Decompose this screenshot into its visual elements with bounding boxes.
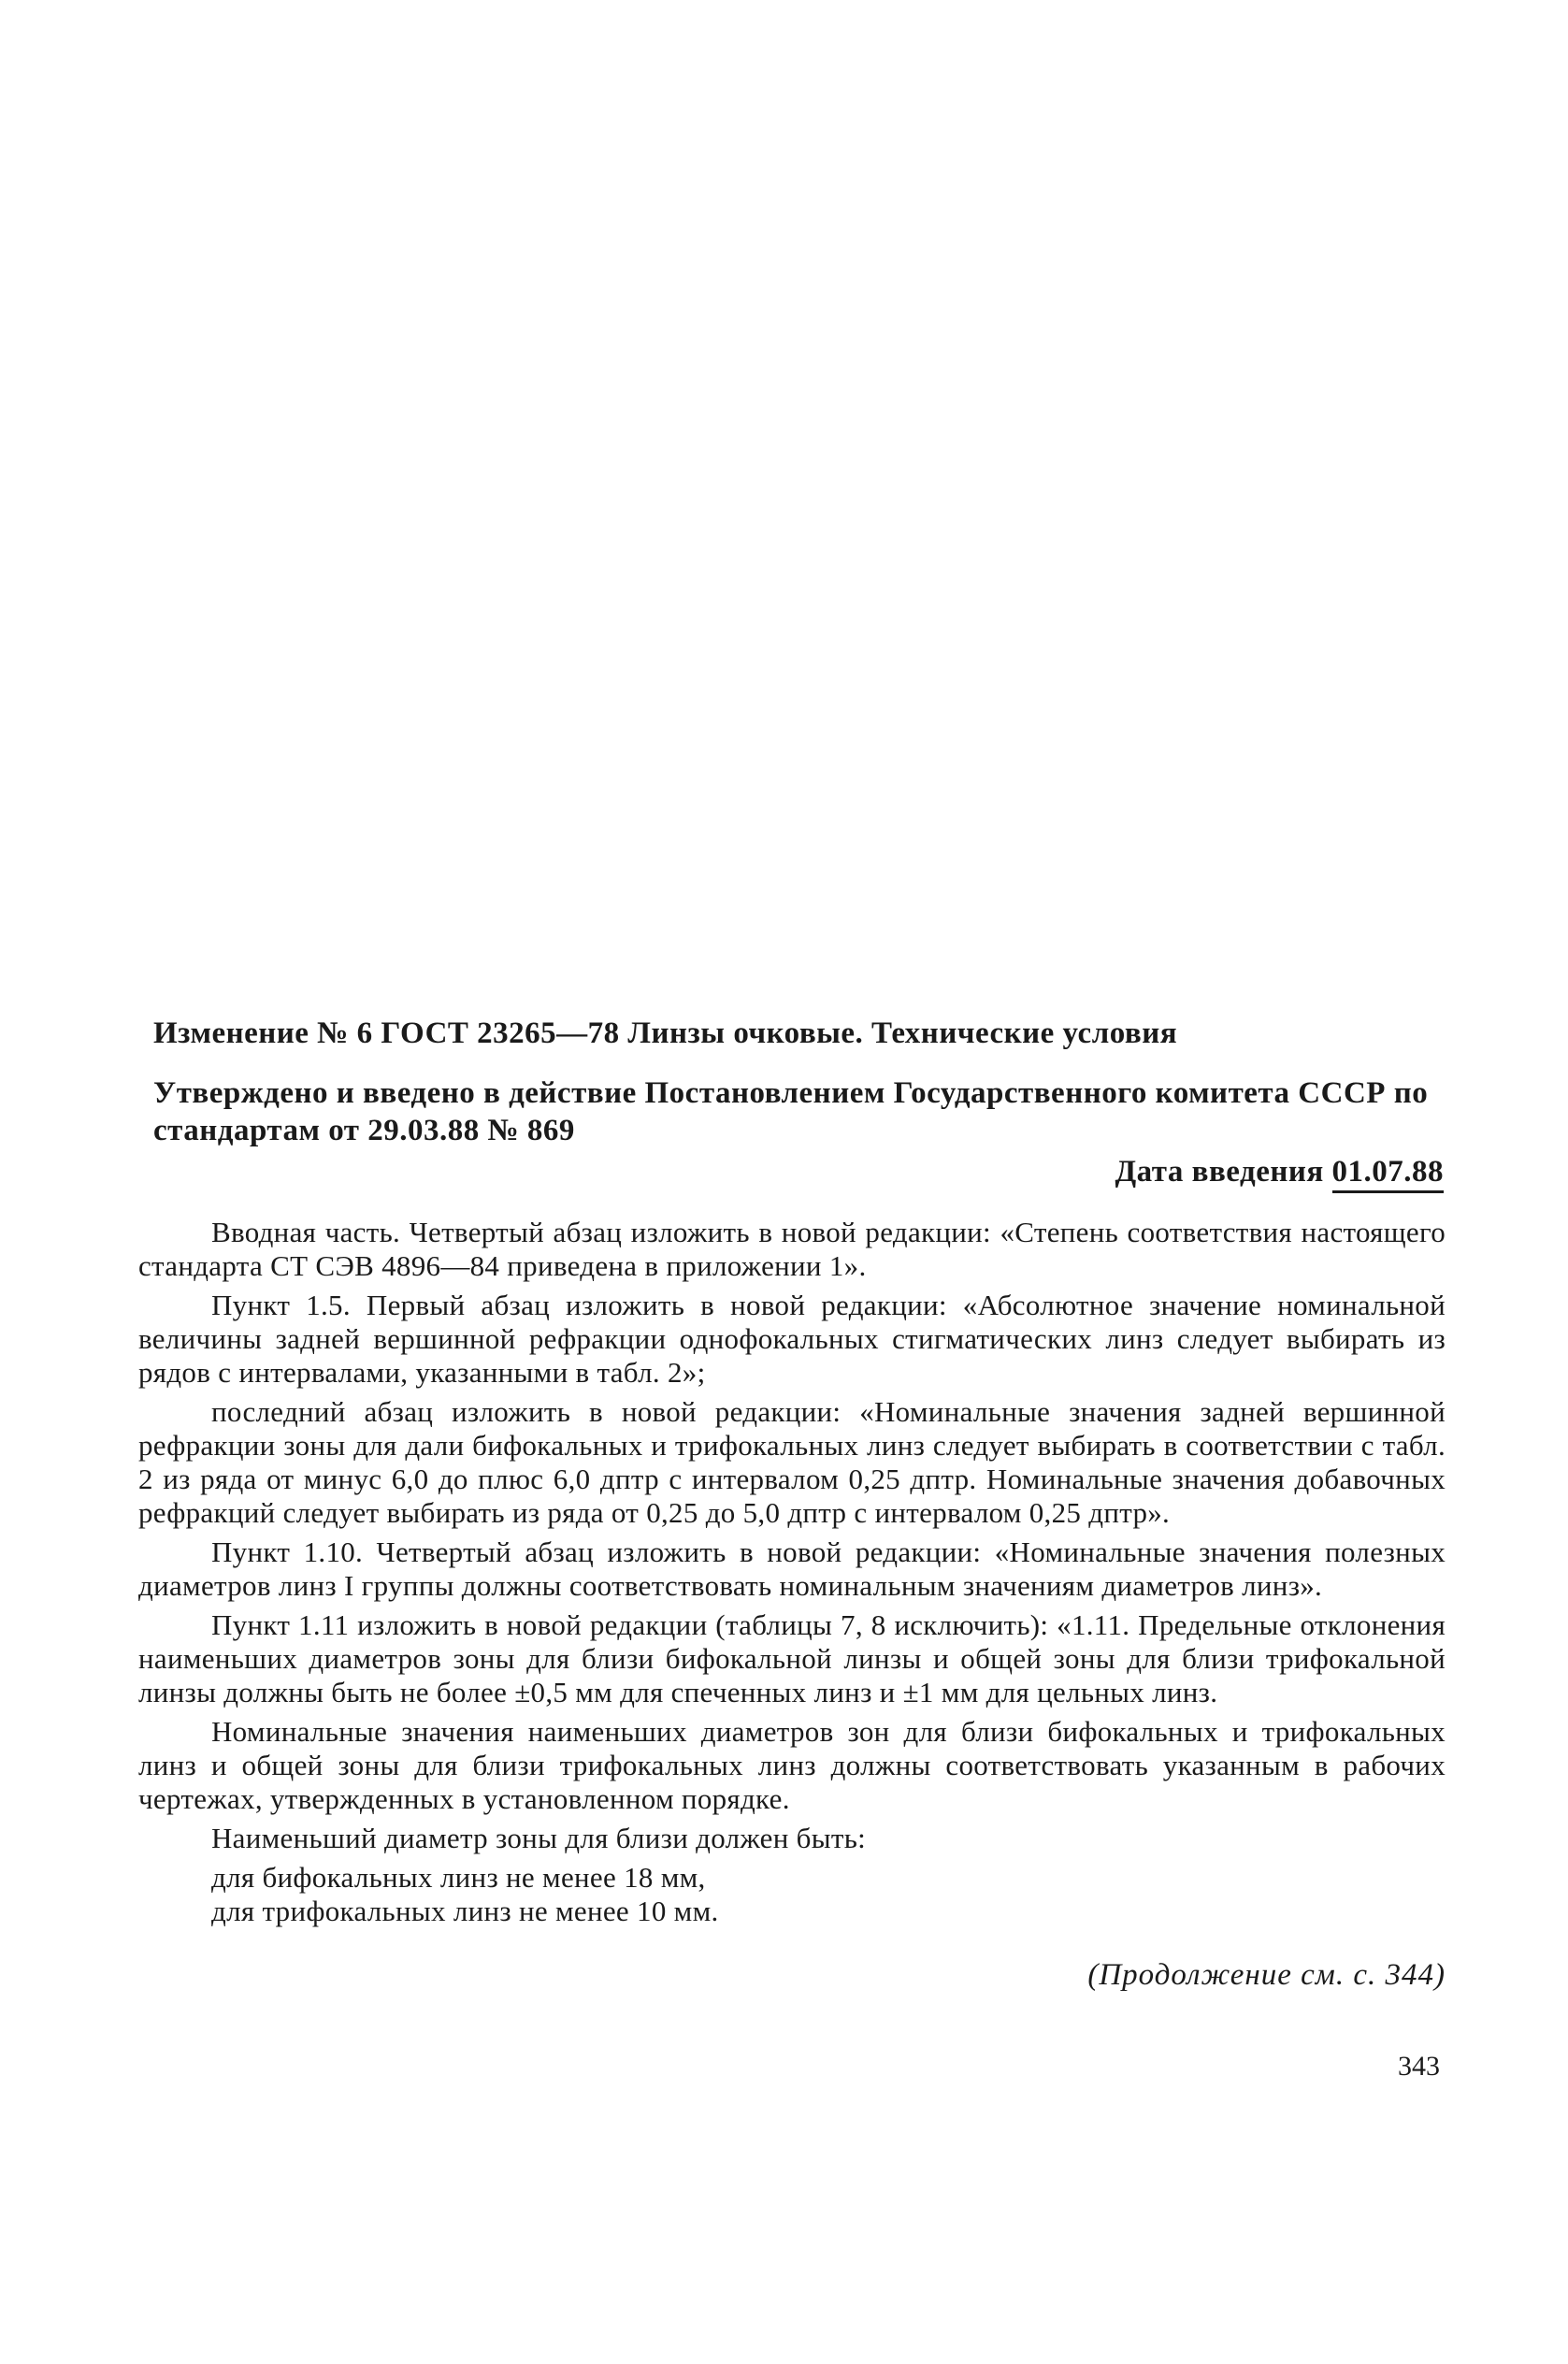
continuation-note: (Продолжение см. с. 344)	[1087, 1958, 1446, 1992]
amendment-title: Изменение № 6 ГОСТ 23265—78 Линзы очковые. Технические условия	[153, 1016, 1178, 1050]
paragraph-nominal-diameters: Номинальные значения наименьших диаметров зон для близи бифокальных и трифокальных линз и общей зоны для близи трифокальных линз должны соответствовать указанным в рабочих чертежах, утвержденных в установленном порядке.	[138, 1715, 1446, 1815]
paragraph-last-abzac: последний абзац изложить в новой редакции: «Номинальные значения задней вершинной рефракции зоны для дали бифокальных и трифокальных линз следует выбирать в соответствии с табл. 2 из ряда от минус 6,0 до плюс 6,0 дптр с интервалом 0,25 дптр. Номинальные значения добавочных рефракций следует выбирать из ряда от 0,25 до 5,0 дптр с интервалом 0,25 дптр».	[138, 1395, 1446, 1529]
paragraph-min-diameter: Наименьший диаметр зоны для близи должен быть:	[211, 1822, 867, 1854]
amendment-body	[138, 1216, 1446, 1928]
effective-date-value: 01.07.88	[1332, 1155, 1445, 1193]
paragraph-item-1-5: Пункт 1.5. Первый абзац изложить в новой редакции: «Абсолютное значение номинальной величины задней вершинной рефракции однофокальных стигматических линз следует выбирать из рядов с интервалами, указанными в табл. 2»;	[138, 1289, 1446, 1389]
paragraph-item-1-11: Пункт 1.11 изложить в новой редакции (таблицы 7, 8 исключить): «1.11. Предельные отклонения наименьших диаметров зоны для близи бифокальной линзы и общей зоны для близи трифокальной линзы должны быть не более ±0,5 мм для спеченных линз и ±1 мм для цельных линз.	[138, 1608, 1446, 1708]
amendment-header	[153, 1015, 1444, 1190]
list-item-bifocal: для бифокальных линз не менее 18 мм,	[211, 1861, 706, 1894]
paragraph-intro: Вводная часть. Четвертый абзац изложить в новой редакции: «Степень соответствия настоящего стандарта СТ СЭВ 4896—84 приведена в приложении 1».	[138, 1216, 1446, 1282]
paragraph-item-1-10: Пункт 1.10. Четвертый абзац изложить в новой редакции: «Номинальные значения полезных диаметров линз I группы должны соответствовать номинальным значениям диаметров линз».	[138, 1535, 1446, 1602]
effective-date	[153, 1153, 1444, 1190]
list-item-trifocal: для трифокальных линз не менее 10 мм.	[211, 1895, 719, 1927]
page-number: 343	[1398, 2051, 1440, 2082]
effective-date-label: Дата введения	[1115, 1155, 1324, 1189]
approval-statement: Утверждено и введено в действие Постановлением Государственного комитета СССР по стандартам от 29.03.88 № 869	[153, 1076, 1429, 1147]
